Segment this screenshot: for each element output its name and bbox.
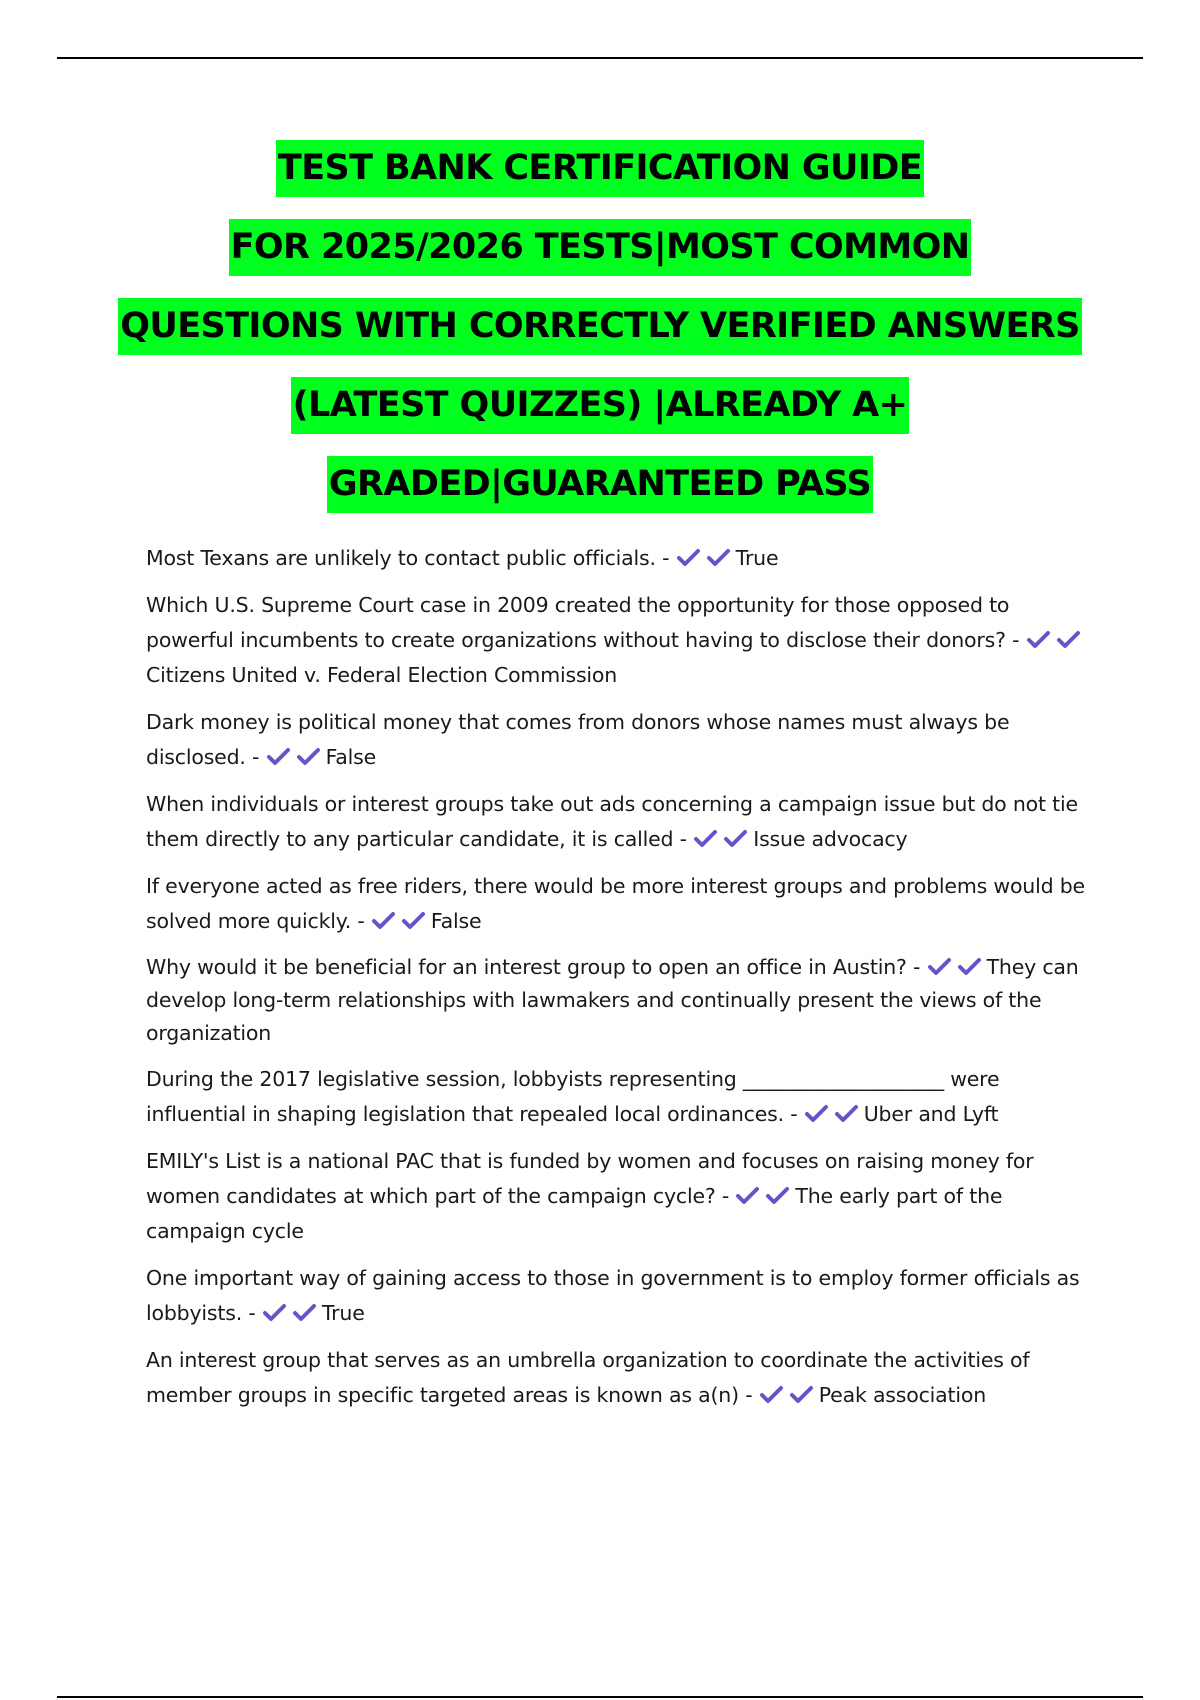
check-icon (401, 910, 427, 932)
qa-item (146, 705, 1096, 775)
check-icon (957, 956, 983, 978)
top-rule (57, 57, 1143, 59)
question-text: Dark money is political money that comes from donors whose names must always be disclosed. - (146, 710, 1010, 769)
check-icon (804, 1103, 830, 1125)
qa-item (146, 588, 1096, 693)
answer-text: The early part of the campaign cycle (146, 1184, 1003, 1243)
question-text: During the 2017 legislative session, lobbyists representing ____________________ were influential in shaping legislation that repealed local ordinances. - (146, 1067, 1000, 1126)
bottom-rule (57, 1696, 1143, 1698)
check-icon (735, 1185, 761, 1207)
qa-item (146, 1144, 1096, 1249)
check-icon (266, 746, 292, 768)
check-icon (676, 547, 702, 569)
question-text: When individuals or interest groups take out ads concerning a campaign issue but do not tie them directly to any particular candidate, it is called - (146, 792, 1078, 851)
question-text: An interest group that serves as an umbrella organization to coordinate the activities of member groups in specific targeted areas is known as a(n) - (146, 1348, 1030, 1407)
title-line: QUESTIONS WITH CORRECTLY VERIFIED ANSWERS (118, 298, 1082, 355)
document-title (57, 140, 1143, 535)
check-icon (371, 910, 397, 932)
check-icon (789, 1384, 815, 1406)
title-line: (LATEST QUIZZES) |ALREADY A+ (291, 377, 910, 434)
answer-text: True (735, 546, 779, 570)
question-text: Which U.S. Supreme Court case in 2009 created the opportunity for those opposed to powerful incumbents to create organizations without having to disclose their donors? - (146, 593, 1020, 652)
qa-item (146, 1343, 1096, 1413)
check-icon (693, 828, 719, 850)
check-icon (1056, 629, 1082, 651)
check-icon (723, 828, 749, 850)
answer-text: Uber and Lyft (863, 1102, 999, 1126)
qa-item (146, 1261, 1096, 1331)
question-text: If everyone acted as free riders, there would be more interest groups and problems would be solved more quickly. - (146, 874, 1085, 933)
qa-item (146, 951, 1096, 1050)
answer-text: False (430, 909, 482, 933)
title-line: TEST BANK CERTIFICATION GUIDE (276, 140, 924, 197)
question-text: One important way of gaining access to those in government is to employ former officials as lobbyists. - (146, 1266, 1080, 1325)
answer-text: Citizens United v. Federal Election Commission (146, 663, 618, 687)
answer-text: False (325, 745, 377, 769)
question-text: Most Texans are unlikely to contact public officials. - (146, 546, 670, 570)
check-icon (262, 1302, 288, 1324)
check-icon (292, 1302, 318, 1324)
check-icon (296, 746, 322, 768)
check-icon (765, 1185, 791, 1207)
qa-item (146, 869, 1096, 939)
answer-text: They can develop long-term relationships with lawmakers and continually present the views of the organization (146, 955, 1079, 1045)
answer-text: Issue advocacy (753, 827, 908, 851)
answer-text: Peak association (818, 1383, 987, 1407)
title-line: GRADED|GUARANTEED PASS (327, 456, 873, 513)
check-icon (927, 956, 953, 978)
qa-item (146, 1062, 1096, 1132)
qa-item (146, 541, 1096, 576)
check-icon (1026, 629, 1052, 651)
check-icon (759, 1384, 785, 1406)
qa-item (146, 787, 1096, 857)
question-text: EMILY's List is a national PAC that is funded by women and focuses on raising money for women candidates at which part of the campaign cycle? - (146, 1149, 1034, 1208)
answer-text: True (321, 1301, 365, 1325)
question-answer-list (146, 541, 1096, 1425)
title-line: FOR 2025/2026 TESTS|MOST COMMON (229, 219, 972, 276)
question-text: Why would it be beneficial for an interest group to open an office in Austin? - (146, 955, 921, 979)
check-icon (834, 1103, 860, 1125)
check-icon (706, 547, 732, 569)
